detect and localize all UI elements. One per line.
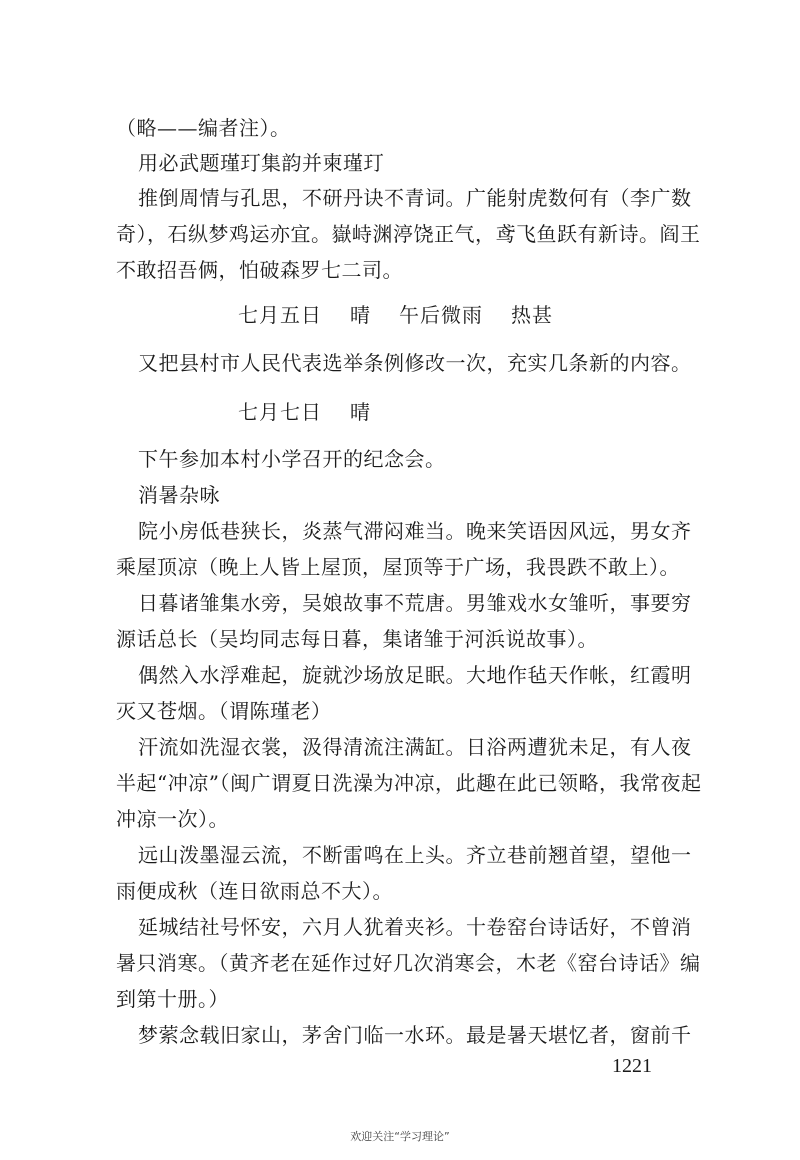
page-number: 1221	[612, 1055, 652, 1077]
text-line: 源话总长（吴均同志每日暮，集诸雏于河浜说故事）。	[116, 627, 598, 651]
text-line: 雨便成秋（连日欲雨总不大）。	[116, 879, 393, 903]
text-line: 下午参加本村小学召开的纪念会。	[138, 447, 446, 471]
diary-heading	[238, 398, 371, 426]
heading-date: 七月七日	[238, 400, 322, 424]
heading-weather: 晴	[350, 303, 371, 327]
text-line: 奇），石纵梦鸡运亦宜。嶽峙渊渟饶正气，鸢飞鱼跃有新诗。阎王	[116, 222, 701, 246]
text-line: （略——编者注）。	[116, 116, 291, 140]
text-line: 暑只消寒。（黄齐老在延作过好几次消寒会，木老《窑台诗话》编	[116, 951, 701, 975]
text-line: 灭又苍烟。（谓陈瑾老）	[116, 699, 332, 723]
text-line: 乘屋顶凉（晚上人皆上屋顶，屋顶等于广场，我畏跌不敢上）。	[116, 555, 680, 579]
text-line: 延城结社号怀安，六月人犹着夹衫。十卷窑台诗话好，不曾消	[138, 915, 692, 939]
text-line: 汗流如洗湿衣裳，汲得清流注满缸。日浴两遭犹未足，有人夜	[138, 735, 692, 759]
text-line: 偶然入水浮难起，旋就沙场放足眠。大地作毡天作帐，红霞明	[138, 663, 692, 687]
text-line: 院小房低巷狭长，炎蒸气滞闷难当。晚来笑语因风远，男女齐	[138, 519, 692, 543]
text-line: 日暮诸雏集水旁，吴娘故事不荒唐。男雏戏水女雏听，事要穷	[138, 591, 692, 615]
text-line: 梦萦念载旧家山，茅舍门临一水环。最是暑天堪忆者，窗前千	[138, 1023, 692, 1047]
heading-date: 七月五日	[238, 303, 322, 327]
heading-weather: 午后微雨	[399, 303, 483, 327]
poem-title: 用必武题瑾玎集韵并柬瑾玎	[138, 151, 384, 175]
diary-heading	[238, 301, 553, 329]
footer-note: 欢迎关注“学习理论”	[350, 1130, 450, 1143]
text-line: 推倒周情与孔思，不研丹诀不青词。广能射虎数何有（李广数	[138, 186, 692, 210]
text-line: 半起“冲凉”（闽广谓夏日洗澡为冲凉，此趣在此已领略，我常夜起	[116, 771, 702, 795]
text-line: 远山泼墨湿云流，不断雷鸣在上头。齐立巷前翘首望，望他一	[138, 843, 692, 867]
text-line: 不敢招吾俩，怕破森罗七二司。	[116, 258, 403, 282]
text-line: 到第十册。）	[116, 987, 229, 1011]
poem-title: 消暑杂咏	[138, 483, 220, 507]
heading-weather: 晴	[350, 400, 371, 424]
text-line: 冲凉一次）。	[116, 807, 229, 831]
heading-weather: 热甚	[511, 303, 553, 327]
text-line: 又把县村市人民代表选举条例修改一次，充实几条新的内容。	[138, 351, 692, 375]
